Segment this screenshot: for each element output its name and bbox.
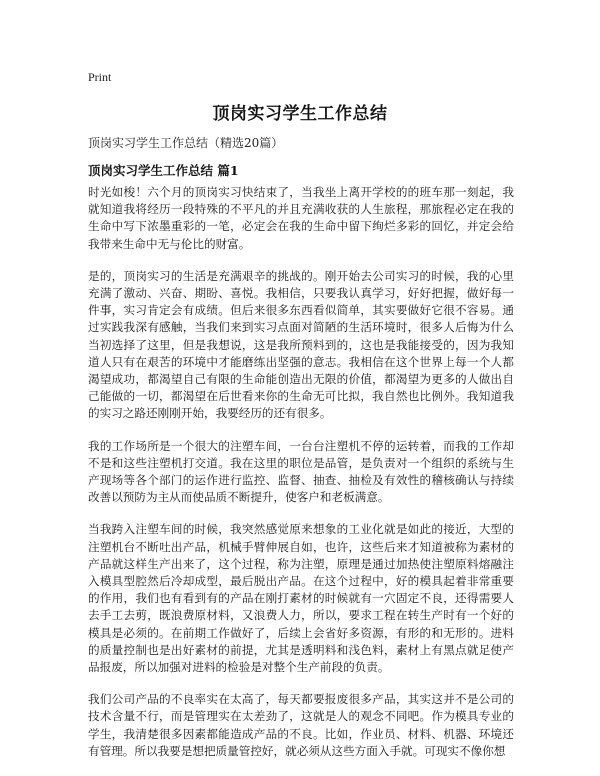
- section-heading: 顶岗实习学生工作总结 篇1: [88, 163, 239, 178]
- print-label[interactable]: Print: [88, 70, 112, 84]
- paragraph: 是的，顶岗实习的生活是充满艰辛的挑战的。刚开始去公司实习的时候，我的心里充满了激动、兴奋、期盼、喜悦。我相信，只要我认真学习，好好把握，做好每一件事，实习肯定会有成绩。但后来很多东西看似简单，其实要做好它很不容易。通过实践我深有感触，当我们来到实习点面对简陋的生活环境时，很多人后悔为什么当初选择了这里，但是我想说，这是我所预料到的，这也是我能接受的，因为我知道人只有在艰苦的环境中才能磨练出坚强的意志。我相信在这个世界上每一个人都渴望成功，都渴望自己有限的生命能创造出无限的价值，都渴望为更多的人做出自己能做的一切，都渴望在后世看来你的生命无可比拟，我自然也比例外。我知道我的实习之路还刚刚开始，我要经历的还有很多。: [88, 268, 514, 421]
- document-subtitle: 顶岗实习学生工作总结（精选20篇）: [88, 136, 284, 150]
- paragraph: 我们公司产品的不良率实在太高了，每天都要报废很多产品，其实这并不是公司的技术含量不行，而是管理实在太差劲了，这就是人的观念不同吧。作为模具专业的学生，我清楚很多因素都能造成产品的不良。比如，作业员、材料、机器、环境还有管理。所以我要是想把质量管控好，就必须从这些方面入手就。可现实不像你想: [88, 692, 514, 758]
- paragraph: 我的工作场所是一个很大的注塑车间，一台台注塑机不停的运转着，而我的工作却不是和这些注塑机打交道。我在这里的职位是品管，是负责对一个组织的系统与生产现场等各个部门的运作进行监控、监督、抽查、抽检及有效性的稽核确认与持续改善以预防为主从而使品质不断提升，使客户和老板满意。: [88, 438, 514, 505]
- document-title: 顶岗实习学生工作总结: [212, 104, 388, 124]
- body-text: [88, 184, 514, 775]
- paragraph: 时光如梭！六个月的顶岗实习快结束了，当我坐上离开学校的的班车那一刻起，我就知道我将经历一段特殊的不平凡的并且充满收获的人生旅程，那旅程必定在我的生命中写下浓墨重彩的一笔，必定会在我的生命中留下绚烂多彩的回忆，并定会给我带来生命中无与伦比的财富。: [88, 185, 514, 251]
- paragraph: 当我跨入注塑车间的时候，我突然感觉原来想象的工业化就是如此的接近，大型的注塑机台不断吐出产品，机械手臂伸展自如，也许，这些后来才知道被称为素材的产品就这样生产出来了，这个过程，称为注塑，原理是通过加热使注塑原料熔融注入模具型腔然后冷却成型，最后脱出产品。在这个过程中，好的模具起着非常重要的作用，我们也有看到有的产品在刚打素材的时候就有一穴固定不良，还得需要人去手工去剪，既浪费原材料，又浪费人力，所以，要求工程在转生产时有一个好的模具是必须的。在前期工作做好了，后续上会省好多资源，有形的和无形的。进料的质量控制也是出好素材的前提，尤其是透明料和浅色料，素材上有黑点就足使产品报废，所以加强对进料的检验是对整个生产前段的负责。: [88, 522, 514, 675]
